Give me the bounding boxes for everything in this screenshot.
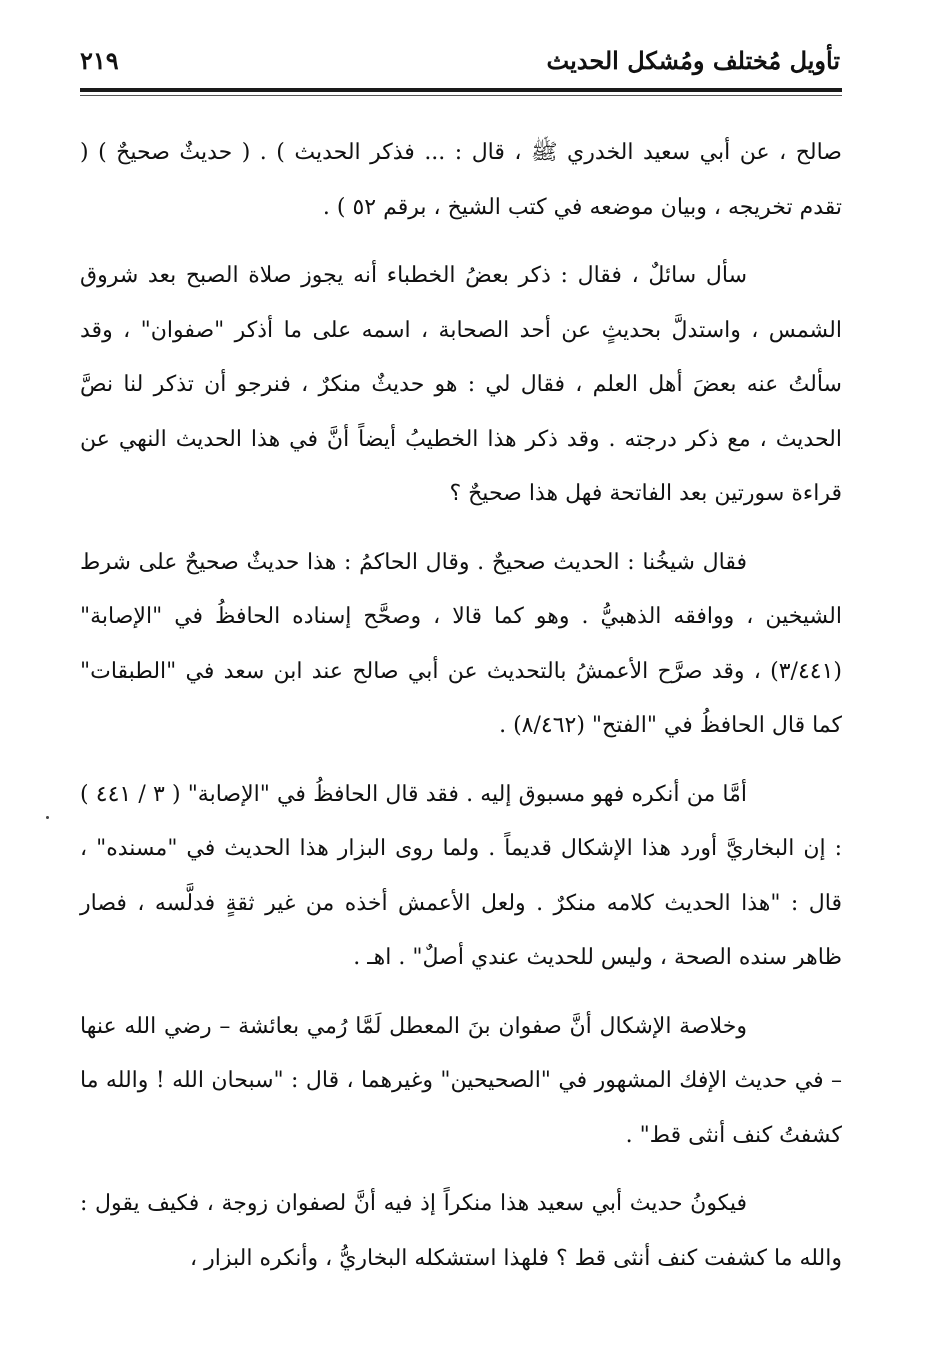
page-number: ٢١٩ bbox=[80, 46, 119, 75]
scan-speck bbox=[46, 816, 49, 819]
header-rule-thick bbox=[80, 88, 842, 92]
paragraph-conclusion: فيكونُ حديث أبي سعيد هذا منكراً إذ فيه أنَّ لصفوان زوجة ، فكيف يقول : والله ما كشفت كنف أنثى قط ؟ فلهذا استشكله البخاريُّ ، وأنكره البزار ، bbox=[80, 1191, 842, 1271]
running-title: تأويل مُختلف ومُشكل الحديث bbox=[546, 46, 840, 75]
paragraph-objection: أمَّا من أنكره فهو مسبوق إليه . فقد قال الحافظُ في "الإصابة" ( ٣ / ٤٤١ ) : إن البخاريَّ أورد هذا الإشكال قديماً . ولما روى البزار هذا الحديث في "مسنده" ، قال : "هذا الحديث كلامه منكرٌ . ولعل الأعمش أخذه من غير ثقةٍ فدلَّسه ، فصار ظاهر سنده الصحة ، وليس للحديث عندي أصلٌ" . اهـ . bbox=[80, 781, 842, 970]
paragraph-answer: فقال شيخُنا : الحديث صحيحٌ . وقال الحاكمُ : هذا حديثٌ صحيحٌ على شرط الشيخين ، ووافقه الذهبيُّ . وهو كما قالا ، وصحَّح إسناده الحافظُ في "الإصابة" (٣/٤٤١) ، وقد صرَّح الأعمشُ بالتحديث عن أبي صالح عند ابن سعد في "الطبقات" كما قال الحافظُ في "الفتح" (٨/٤٦٢) . bbox=[80, 549, 842, 738]
paragraph-continuation: صالح ، عن أبي سعيد الخدري ﷺ ، قال : ... فذكر الحديث ) . ( حديثٌ صحيحٌ ) ( تقدم تخريجه ، وبيان موضعه في كتب الشيخ ، برقم ٥٢ ) . bbox=[80, 140, 842, 220]
paragraph-summary: وخلاصة الإشكال أنَّ صفوان بنَ المعطل لَمَّا رُمي بعائشة – رضي الله عنها – في حديث الإفك المشهور في "الصحيحين" وغيرهما ، قال : "سبحان الله ! والله ما كشفتُ كنف أنثى قط" . bbox=[80, 1013, 842, 1148]
page-header bbox=[80, 38, 840, 88]
header-rule-thin bbox=[80, 95, 842, 96]
paragraph-question: سأل سائلٌ ، فقال : ذكر بعضُ الخطباء أنه يجوز صلاة الصبح بعد شروق الشمس ، واستدلَّ بحديثٍ عن أحد الصحابة ، اسمه على ما أذكر "صفوان" ، وقد سألتُ عنه بعضَ أهل العلم ، فقال لي : هو حديثٌ منكرٌ ، فنرجو أن تذكر لنا نصَّ الحديث ، مع ذكر درجته . وقد ذكر هذا الخطيبُ أيضاً أنَّ في هذا الحديث النهي عن قراءة سورتين بعد الفاتحة فهل هذا صحيحٌ ؟ bbox=[80, 263, 842, 506]
body-text bbox=[80, 126, 842, 1300]
